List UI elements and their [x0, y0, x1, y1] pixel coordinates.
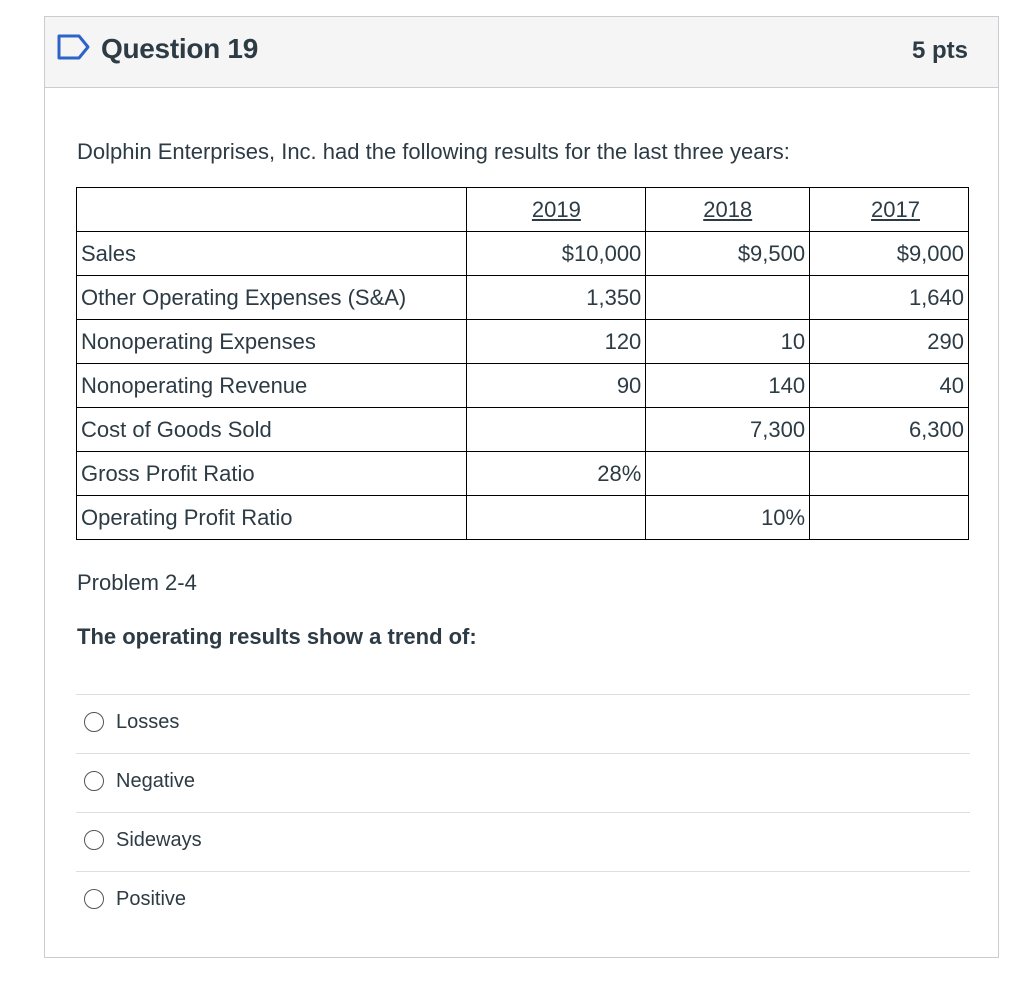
cell-2017: 40 — [810, 364, 969, 408]
cell-2017 — [810, 452, 969, 496]
cell-2017: 6,300 — [810, 408, 969, 452]
problem-reference: Problem 2-4 — [77, 570, 197, 595]
year-header-2017: 2017 — [810, 188, 969, 232]
cell-2018: 10% — [646, 496, 810, 540]
cell-2018 — [646, 452, 810, 496]
answer-label[interactable]: Sideways — [116, 829, 202, 851]
cell-2019: $10,000 — [467, 232, 646, 276]
table-row — [77, 496, 969, 540]
row-label: Nonoperating Revenue — [77, 364, 467, 408]
radio-button[interactable] — [84, 771, 104, 791]
cell-2017: 290 — [810, 320, 969, 364]
cell-2017: 1,640 — [810, 276, 969, 320]
row-label: Gross Profit Ratio — [77, 452, 467, 496]
radio-button[interactable] — [84, 889, 104, 909]
question-card — [44, 16, 999, 958]
row-label: Other Operating Expenses (S&A) — [77, 276, 467, 320]
question-title: Question 19 — [101, 33, 258, 64]
row-label: Operating Profit Ratio — [77, 496, 467, 540]
table-row — [77, 452, 969, 496]
table-header-row — [77, 188, 969, 232]
cell-2019: 28% — [467, 452, 646, 496]
cell-2019: 120 — [467, 320, 646, 364]
question-prompt: The operating results show a trend of: — [77, 624, 477, 649]
cell-2019: 1,350 — [467, 276, 646, 320]
question-intro: Dolphin Enterprises, Inc. had the following results for the last three years: — [77, 139, 790, 164]
cell-2019 — [467, 496, 646, 540]
row-label: Nonoperating Expenses — [77, 320, 467, 364]
table-row — [77, 276, 969, 320]
answer-option-losses[interactable] — [76, 694, 970, 753]
row-label: Cost of Goods Sold — [77, 408, 467, 452]
cell-2018: 10 — [646, 320, 810, 364]
answer-label[interactable]: Negative — [116, 770, 195, 792]
cell-2018 — [646, 276, 810, 320]
bookmark-flag-icon[interactable] — [57, 34, 91, 60]
cell-2018: 7,300 — [646, 408, 810, 452]
cell-2018: 140 — [646, 364, 810, 408]
table-row — [77, 320, 969, 364]
radio-button[interactable] — [84, 712, 104, 732]
answer-option-positive[interactable] — [76, 871, 970, 930]
year-header-2019: 2019 — [467, 188, 646, 232]
table-row — [77, 408, 969, 452]
cell-2018: $9,500 — [646, 232, 810, 276]
table-row — [77, 232, 969, 276]
results-table — [76, 187, 969, 540]
table-row — [77, 364, 969, 408]
answer-option-sideways[interactable] — [76, 812, 970, 871]
answer-list — [76, 694, 970, 930]
cell-2017: $9,000 — [810, 232, 969, 276]
row-label: Sales — [77, 232, 467, 276]
table-corner-cell — [77, 188, 467, 232]
radio-button[interactable] — [84, 830, 104, 850]
question-header — [45, 17, 998, 88]
cell-2017 — [810, 496, 969, 540]
cell-2019 — [467, 408, 646, 452]
answer-option-negative[interactable] — [76, 753, 970, 812]
year-header-2018: 2018 — [646, 188, 810, 232]
answer-label[interactable]: Losses — [116, 711, 180, 733]
answer-label[interactable]: Positive — [116, 888, 187, 910]
question-points: 5 pts — [911, 37, 968, 64]
cell-2019: 90 — [467, 364, 646, 408]
